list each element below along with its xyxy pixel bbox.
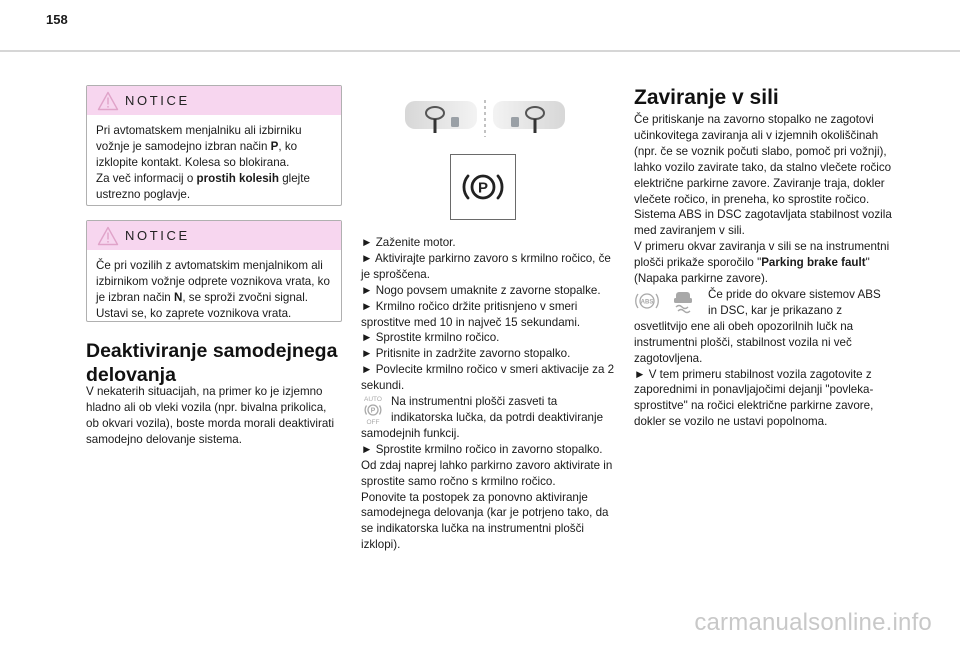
notice-text: Če pri vozilih z avtomatskim menjalnikom ali izbirnikom vožnje odprete voznikova vrata, ko je izbran način N, se sproži zvočni signal. Ustavi se, ko zaprete voznikova vrata. xyxy=(96,259,330,320)
abs-lamp-icon xyxy=(634,288,702,314)
parking-brake-icon xyxy=(451,155,515,219)
auto-label: AUTO xyxy=(364,396,382,404)
warning-triangle-icon xyxy=(97,91,119,111)
notice-box-1 xyxy=(86,85,342,206)
lamp-text: Na instrumentni plošči zasveti ta indikatorska lučka, da potrdi deaktiviranje samodejnih funkcij. xyxy=(361,395,604,440)
section-heading-emergency-braking: Zaviranje v sili xyxy=(634,86,779,109)
page-number: 158 xyxy=(46,12,68,27)
heading-line-2: delovanja xyxy=(86,364,176,386)
notice-header xyxy=(87,86,341,115)
notice-box-2 xyxy=(86,220,342,322)
auto-off-parking-lamp-icon xyxy=(361,395,385,425)
after-steps: ► Sprostite krmilno ročico in zavorno stopalko. Od zdaj naprej lahko parkirno zavoro aktivirate in sprostite samo ročno s krmilno ročico. Ponovite ta postopek za ponovno aktiviranje samodejnega delovanja (kar je potrjeno tako, da se indikatorska lučka na instrumentni plošči izklopi). xyxy=(361,442,613,552)
abs-label: ABS xyxy=(640,299,654,306)
notice-header xyxy=(87,221,341,250)
section-heading-deactivation xyxy=(86,339,337,387)
svg-text:P: P xyxy=(370,407,376,415)
emergency-paragraph: Če pritiskanje na zavorno stopalko ne zagotovi učinkovitega zaviranja ali v izjemnih okoliščinah (npr. če se voznik počuti slabo, pomoč pri vožnji), lahko vozilo zavirate tako, da stalno vlečete ročico električne parkirne zavore. Zaviranje traja, dokler vlečete ročico, in preneha, ko sprostite ročico. Sistema ABS in DSC zagotavljata stabilnost vozila med zaviranjem v sili. V primeru okvar zaviranja v sili se na instrumentni plošči prikaže sporočilo "Parking brake fault" (Napaka parkirne zavore). xyxy=(634,113,892,286)
notice-body xyxy=(87,115,341,211)
notice-body xyxy=(87,250,341,330)
warning-triangle-icon xyxy=(97,226,119,246)
heading-line-1: Deaktiviranje samodejnega xyxy=(86,340,338,362)
steps-list: ► Zaženite motor. ► Aktivirajte parkirno zavoro s krmilno ročico, če je sproščena. ► Nogo povsem umaknite z zavorne stopalke. ► Krmilno ročico držite pritisnjeno v smeri sprostitve med 10 in največ 15 sekundami. ► Sprostite krmilno ročico. ► Pritisnite in zadržite zavorno stopalko. ► Povlecite krmilno ročico v smeri aktivacije za 2 sekundi. xyxy=(361,236,615,393)
off-label: OFF xyxy=(366,419,380,426)
notice-title: NOTICE xyxy=(125,93,190,108)
notice-title: NOTICE xyxy=(125,228,190,243)
notice-text: Pri avtomatskem menjalniku ali izbirniku vožnje je samodejno izbran način P, ko izklopite kontakt. Kolesa so blokirana. Za več informacij o prostih kolesih glejte ustrezno poglavje. xyxy=(96,124,310,201)
warning-lamps xyxy=(634,288,702,314)
svg-text:P: P xyxy=(477,179,489,197)
watermark: carmanualsonline.info xyxy=(694,609,932,636)
deactivation-steps xyxy=(361,235,617,553)
abs-dsc-warning xyxy=(634,287,892,367)
deactivation-intro: V nekaterih situacijah, na primer ko je izjemno hladno ali ob vleki vozila (npr. bivalna prikolica, ob okvari vozila), boste morda morali deaktivirati samodejno delovanje sistema. xyxy=(86,385,335,446)
electric-parking-brake-button xyxy=(450,154,516,220)
warning-text: Če pride do okvare sistemov ABS in DSC, kar je prikazano z osvetlitvijo ene ali obeh opozorilnih lučk na instrumentni plošči, stabilnost vozila ni več zagotovljena. xyxy=(634,287,881,365)
parking-brake-lever-illustration xyxy=(405,97,565,139)
dsc-skid-lamp-icon xyxy=(674,292,692,313)
lamp-note xyxy=(361,394,617,442)
top-divider xyxy=(0,50,960,52)
emergency-final: ► V tem primeru stabilnost vozila zagotovite z zaporednimi in ponavljajočimi dejanji "povleka-sprostitve" na ročici električne parkirne zavore, dokler se vozilo ne ustavi popolnoma. xyxy=(634,367,874,429)
emergency-braking-text xyxy=(634,112,892,430)
